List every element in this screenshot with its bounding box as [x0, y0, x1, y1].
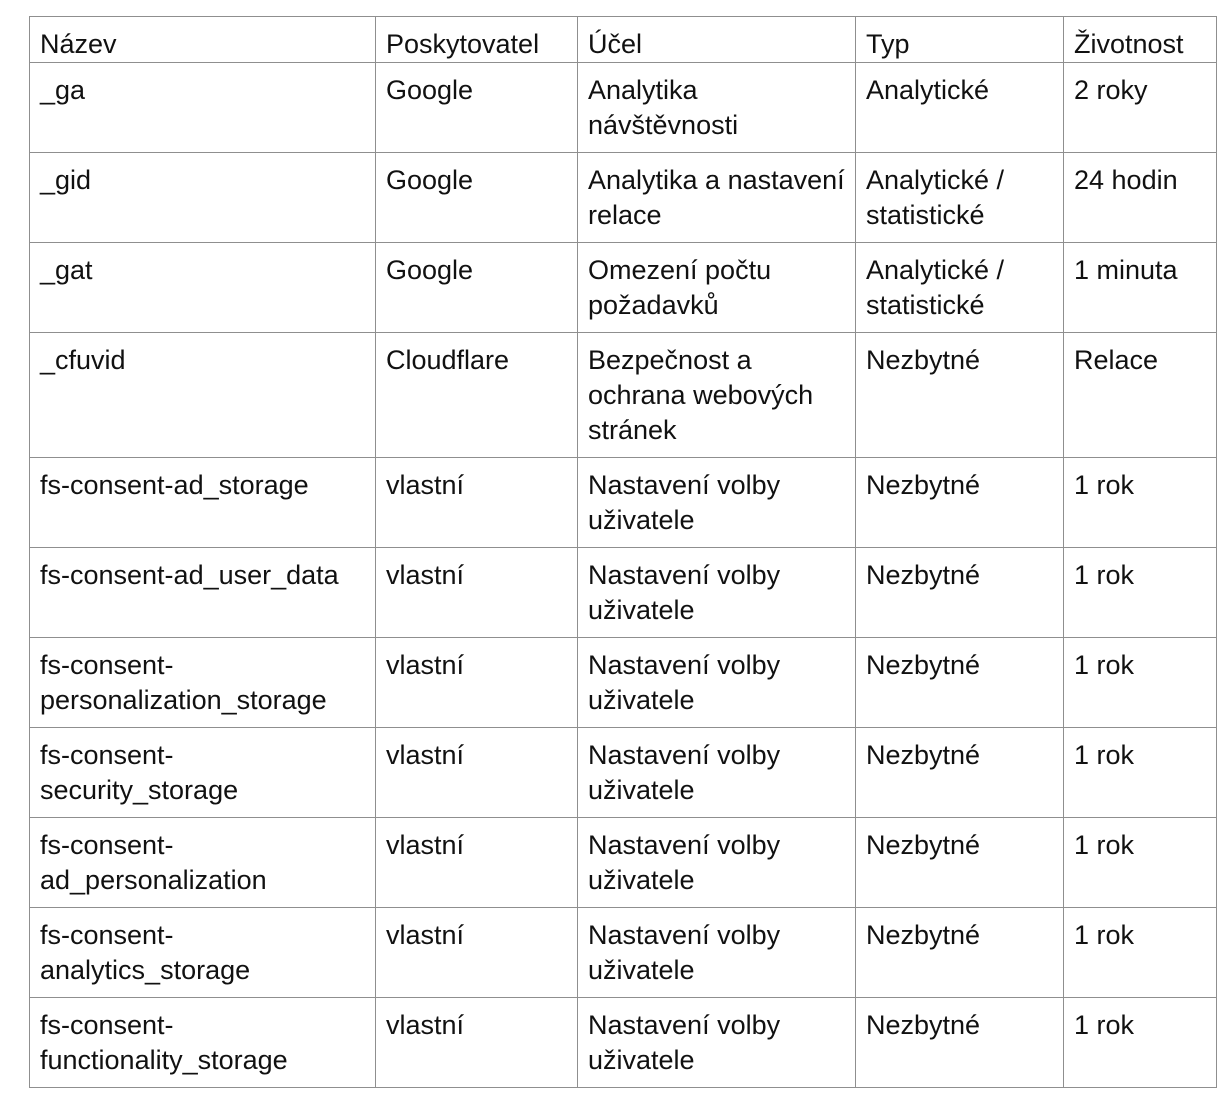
header-provider: Poskytovatel	[376, 17, 578, 63]
cell-lifetime: Relace	[1064, 333, 1217, 458]
cell-name: _ga	[30, 63, 376, 153]
cell-type: Analytické	[856, 63, 1064, 153]
cell-type: Nezbytné	[856, 728, 1064, 818]
table-row	[30, 333, 1217, 458]
header-purpose: Účel	[578, 17, 856, 63]
cell-provider: vlastní	[376, 908, 578, 998]
cell-name: _gat	[30, 243, 376, 333]
table-row	[30, 63, 1217, 153]
cell-lifetime: 1 rok	[1064, 548, 1217, 638]
cell-purpose: Nastavení volby uživatele	[578, 458, 856, 548]
cell-type: Nezbytné	[856, 998, 1064, 1088]
cell-provider: vlastní	[376, 638, 578, 728]
cell-name: fs-consent-analytics_storage	[30, 908, 376, 998]
cell-purpose: Nastavení volby uživatele	[578, 548, 856, 638]
cell-purpose: Nastavení volby uživatele	[578, 818, 856, 908]
cell-name: fs-consent-personalization_storage	[30, 638, 376, 728]
cell-purpose: Analytika a nastavení relace	[578, 153, 856, 243]
table-header-row	[30, 17, 1217, 63]
cell-purpose: Nastavení volby uživatele	[578, 908, 856, 998]
table-row	[30, 548, 1217, 638]
cell-name: fs-consent-security_storage	[30, 728, 376, 818]
table-row	[30, 998, 1217, 1088]
cell-type: Analytické / statistické	[856, 153, 1064, 243]
cell-type: Analytické / statistické	[856, 243, 1064, 333]
cell-lifetime: 1 rok	[1064, 998, 1217, 1088]
cell-provider: Google	[376, 153, 578, 243]
cell-name: fs-consent-ad_storage	[30, 458, 376, 548]
cell-provider: Google	[376, 63, 578, 153]
cell-type: Nezbytné	[856, 908, 1064, 998]
cell-lifetime: 24 hodin	[1064, 153, 1217, 243]
cell-type: Nezbytné	[856, 548, 1064, 638]
header-type: Typ	[856, 17, 1064, 63]
cell-lifetime: 1 rok	[1064, 458, 1217, 548]
cell-lifetime: 1 rok	[1064, 728, 1217, 818]
cell-lifetime: 1 rok	[1064, 638, 1217, 728]
cell-purpose: Nastavení volby uživatele	[578, 728, 856, 818]
table-row	[30, 818, 1217, 908]
cell-purpose: Nastavení volby uživatele	[578, 998, 856, 1088]
cell-name: _cfuvid	[30, 333, 376, 458]
table-row	[30, 728, 1217, 818]
table-row	[30, 458, 1217, 548]
table-row	[30, 638, 1217, 728]
header-lifetime: Životnost	[1064, 17, 1217, 63]
cell-type: Nezbytné	[856, 818, 1064, 908]
cell-type: Nezbytné	[856, 333, 1064, 458]
cell-type: Nezbytné	[856, 458, 1064, 548]
cell-type: Nezbytné	[856, 638, 1064, 728]
cell-provider: vlastní	[376, 548, 578, 638]
cell-name: fs-consent-functionality_storage	[30, 998, 376, 1088]
header-name: Název	[30, 17, 376, 63]
cell-name: fs-consent-ad_personalization	[30, 818, 376, 908]
cell-lifetime: 1 minuta	[1064, 243, 1217, 333]
table-row	[30, 908, 1217, 998]
cell-provider: vlastní	[376, 458, 578, 548]
cell-name: _gid	[30, 153, 376, 243]
cell-purpose: Omezení počtu požadavků	[578, 243, 856, 333]
cell-lifetime: 1 rok	[1064, 908, 1217, 998]
cell-provider: Google	[376, 243, 578, 333]
table-row	[30, 153, 1217, 243]
cell-purpose: Analytika návštěvnosti	[578, 63, 856, 153]
cell-lifetime: 2 roky	[1064, 63, 1217, 153]
cell-provider: vlastní	[376, 728, 578, 818]
cell-purpose: Bezpečnost a ochrana webových stránek	[578, 333, 856, 458]
cell-purpose: Nastavení volby uživatele	[578, 638, 856, 728]
cell-lifetime: 1 rok	[1064, 818, 1217, 908]
cell-name: fs-consent-ad_user_data	[30, 548, 376, 638]
cookie-table	[29, 16, 1217, 1088]
table-row	[30, 243, 1217, 333]
cell-provider: vlastní	[376, 818, 578, 908]
cell-provider: Cloudflare	[376, 333, 578, 458]
cell-provider: vlastní	[376, 998, 578, 1088]
